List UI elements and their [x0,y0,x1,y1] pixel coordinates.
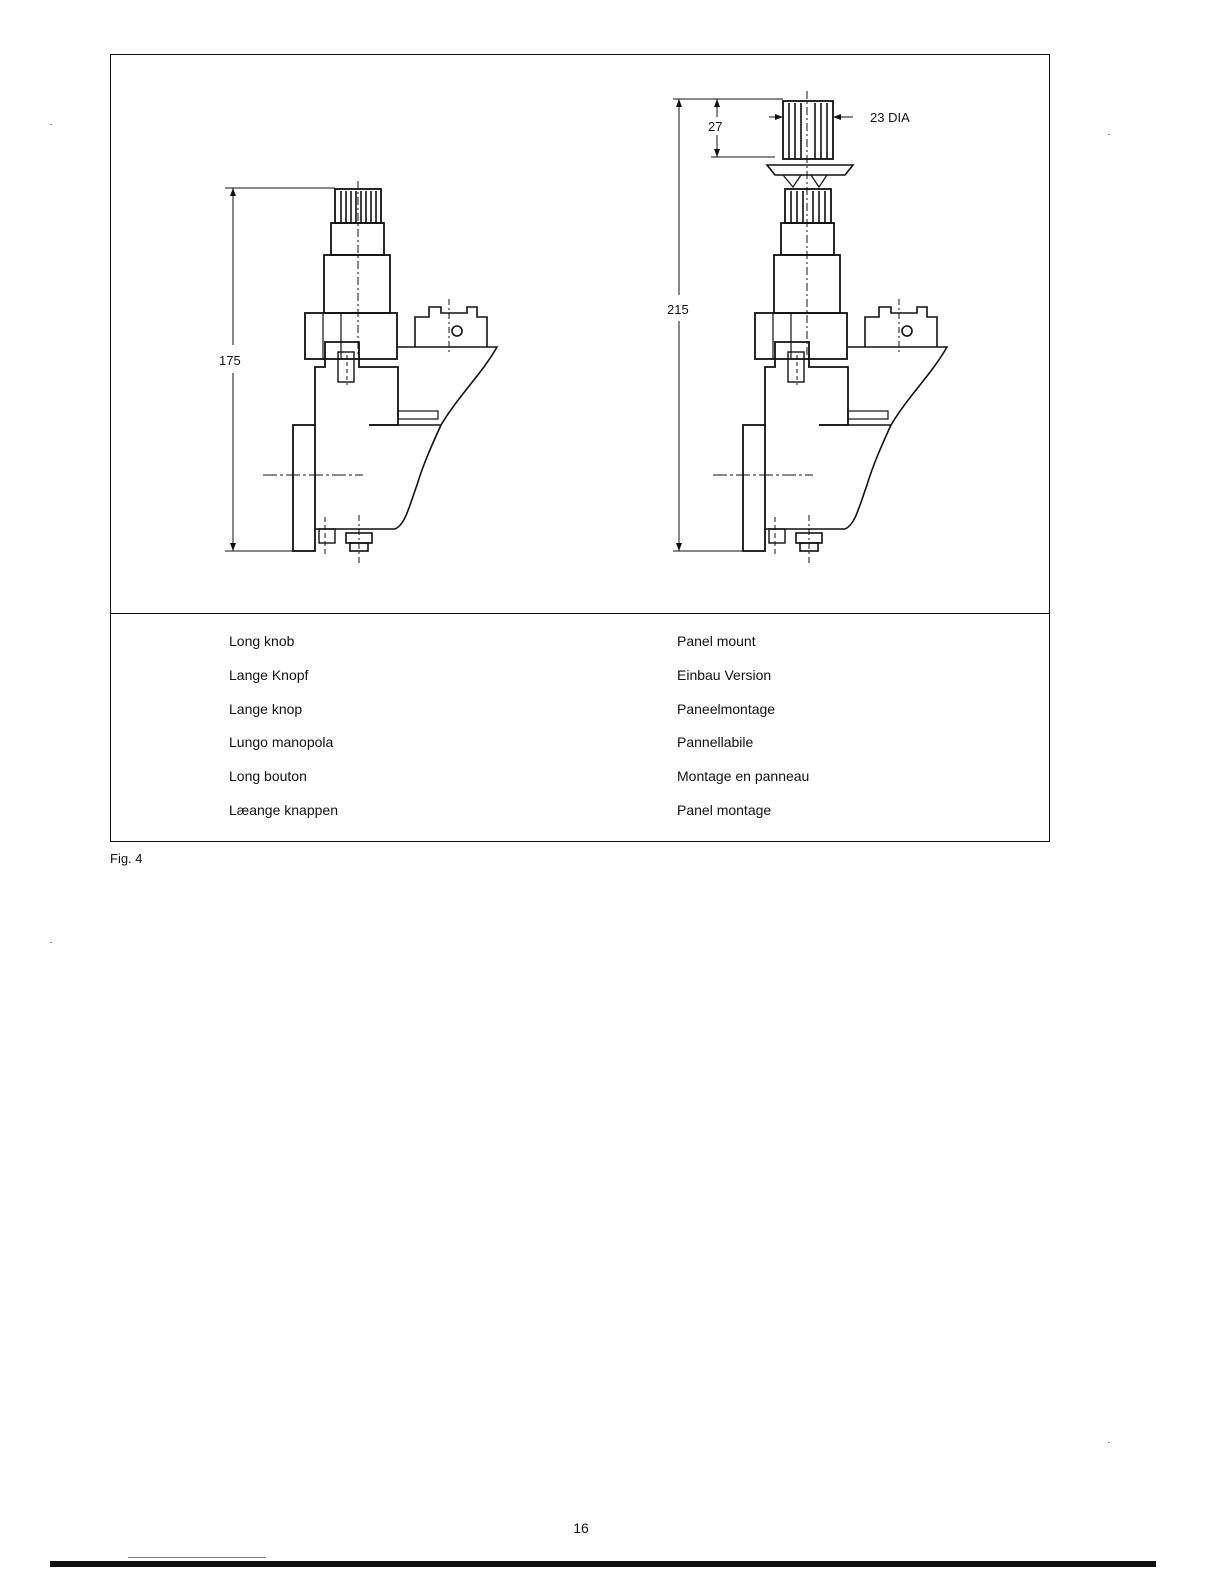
dimension-27-label: 27 [708,119,723,134]
dimension-175-label: 175 [219,353,241,368]
long-knob-drawing [219,181,497,565]
scan-speck [1108,1442,1110,1443]
dimension-23-dia-label: 23 DIA [870,110,910,125]
caption-da: Panel montage [677,801,772,818]
long-knob-captions [229,627,338,830]
caption-divider [111,613,1049,614]
caption-it: Lungo manopola [229,734,334,751]
panel-mount-drawing [667,91,947,565]
caption-da: Læange knappen [229,801,338,818]
caption-de: Lange Knopf [229,666,309,683]
technical-drawing [111,55,1049,613]
panel-mount-captions [677,627,809,830]
caption-it: Pannellabile [677,734,754,751]
scan-speck [1108,134,1110,135]
caption-nl: Paneelmontage [677,700,776,717]
dimension-215 [667,99,743,551]
bottom-link-rule [128,1557,266,1558]
scan-speck [50,124,52,125]
caption-en: Panel mount [677,633,756,649]
caption-nl: Lange knop [229,700,303,717]
bottom-rule [50,1561,1156,1567]
dimension-175 [219,188,335,551]
caption-fr: Montage en panneau [677,768,810,785]
caption-fr: Long bouton [229,768,307,785]
scan-speck [50,942,52,943]
figure-frame [110,54,1050,842]
caption-en: Long knob [229,633,295,649]
caption-de: Einbau Version [677,666,772,683]
page-number: 16 [573,1520,589,1536]
figure-label: Fig. 4 [110,851,143,866]
dimension-215-label: 215 [667,302,689,317]
